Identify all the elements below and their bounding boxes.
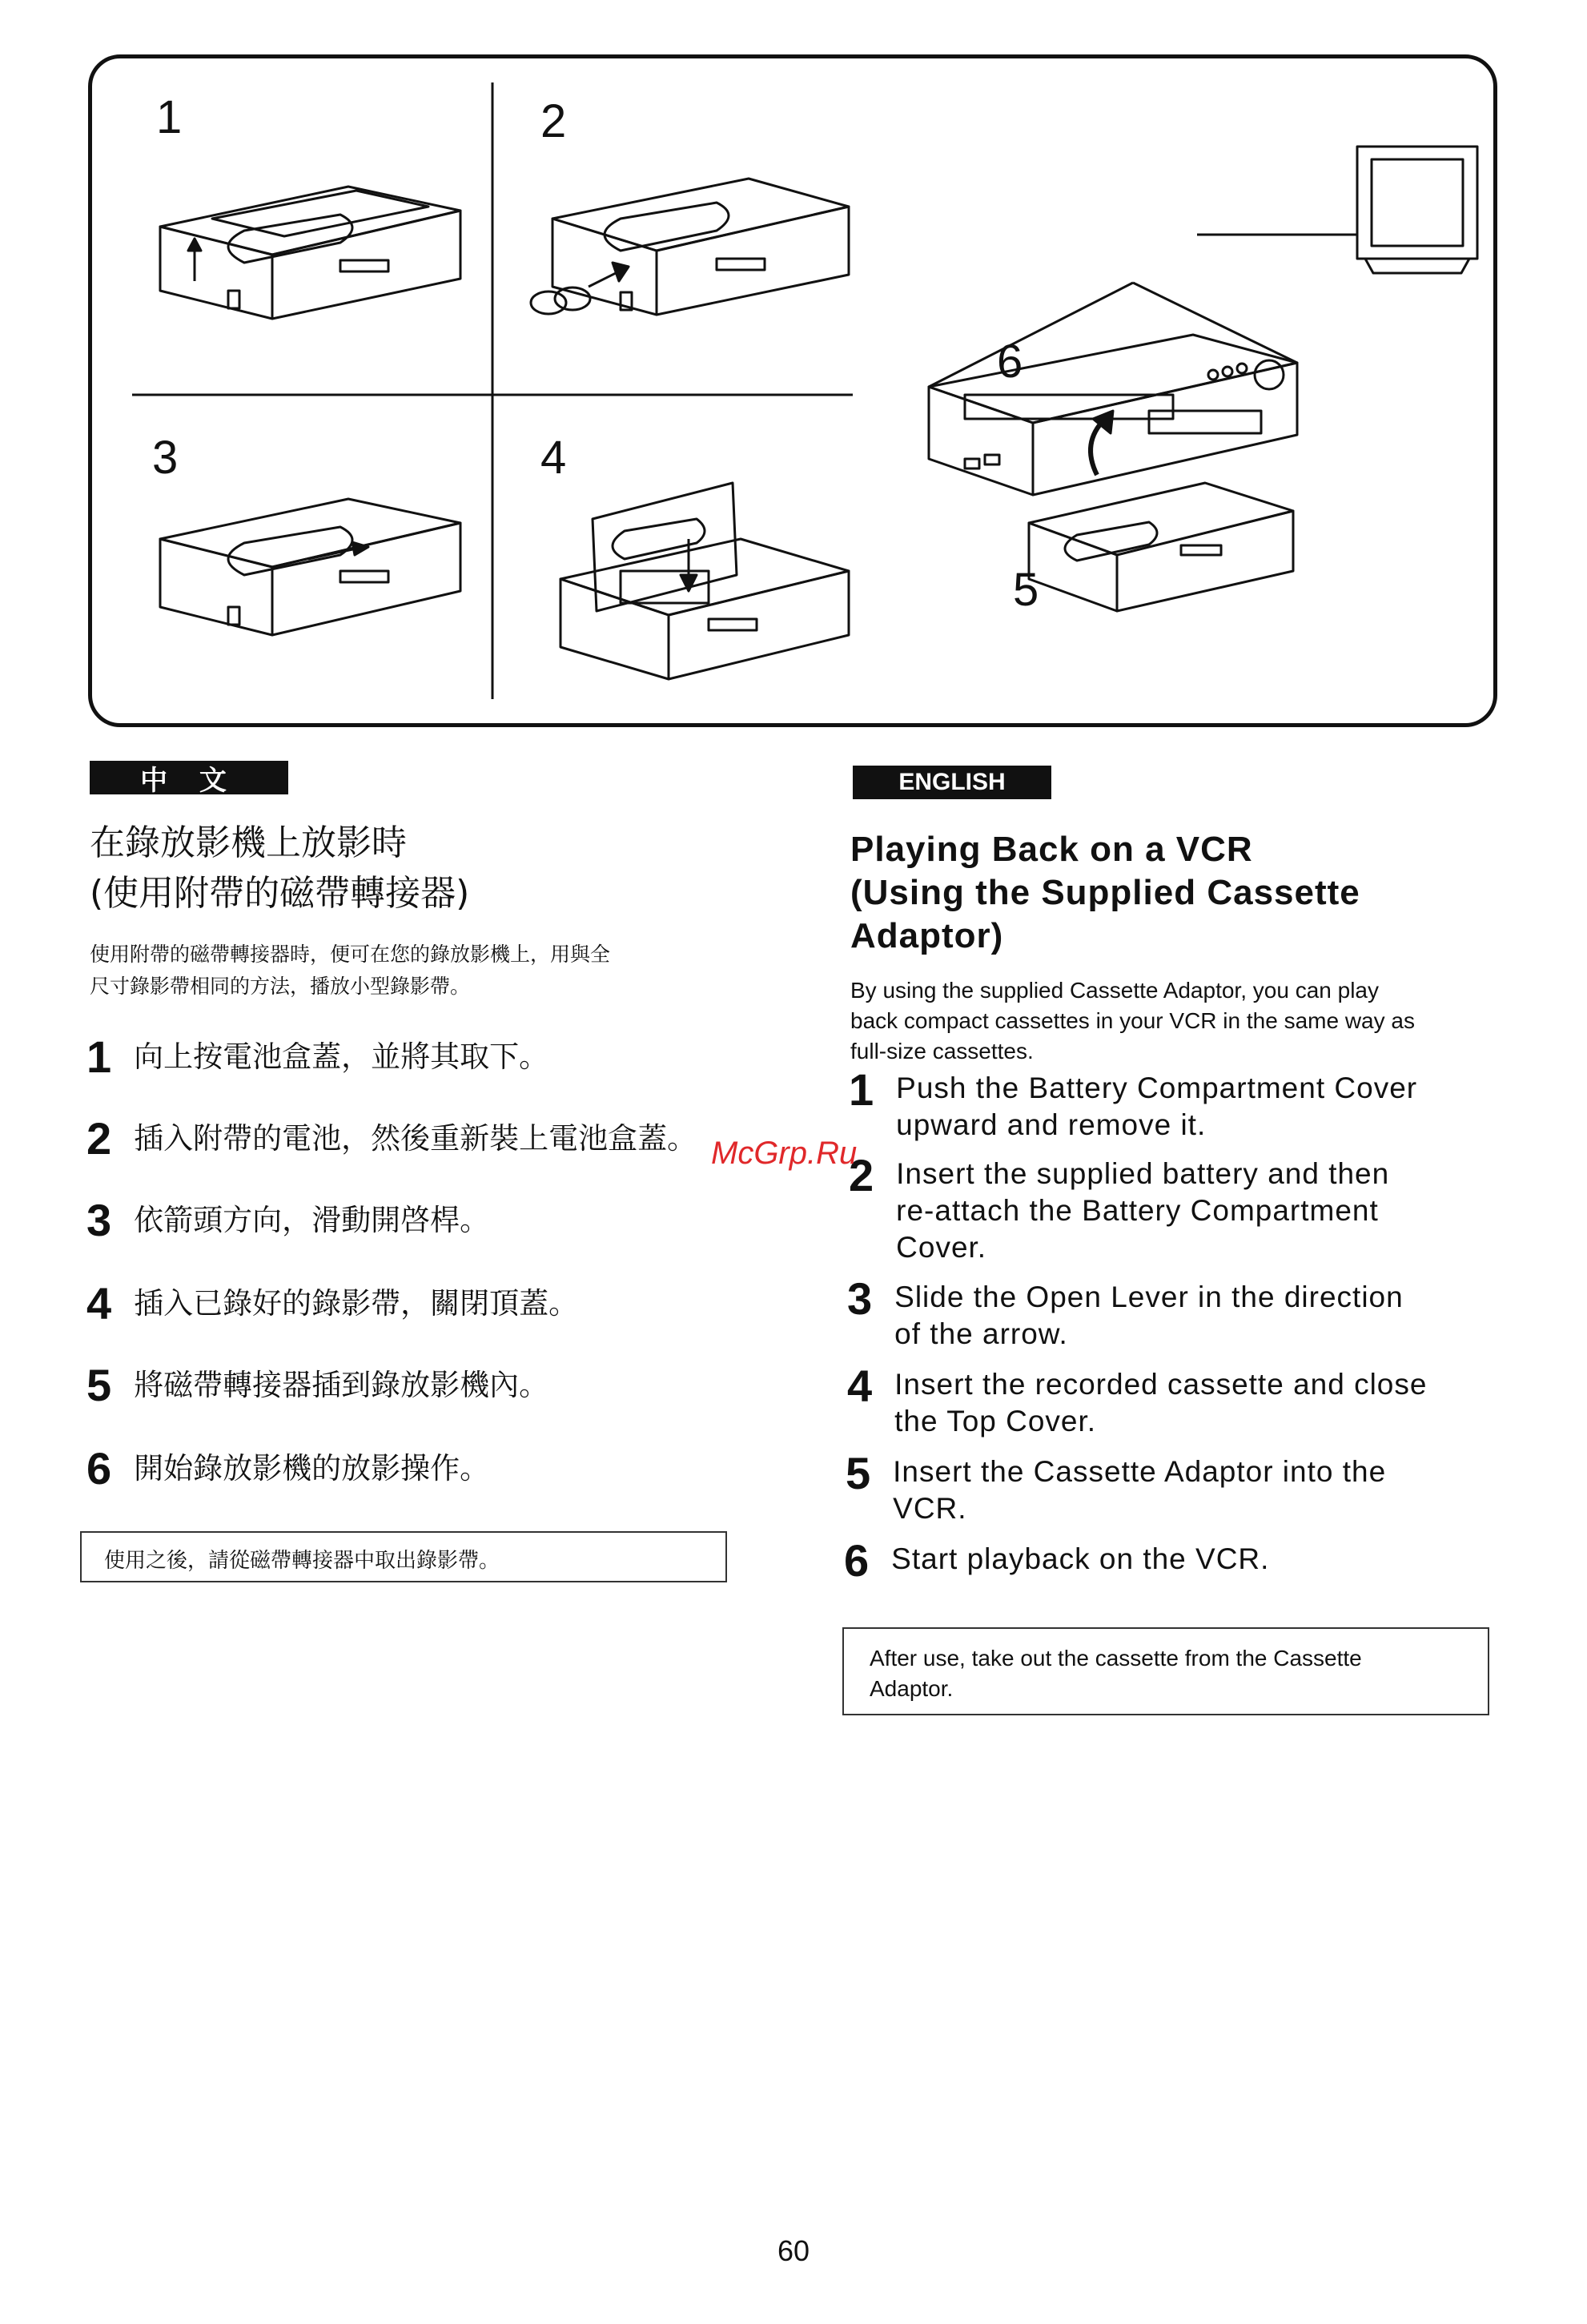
step-text-line-1: Insert the supplied battery and then: [896, 1157, 1390, 1190]
english-intro-line-1: By using the supplied Cassette Adaptor, you can play: [850, 978, 1379, 1003]
step-text: 向上按電池盒蓋，並將其取下。: [134, 1039, 549, 1074]
english-title-line-3: Adaptor): [850, 916, 1004, 955]
english-note-line-1: After use, take out the cassette from the Cassette: [870, 1646, 1362, 1671]
chinese-step-2: [86, 1113, 697, 1164]
english-step-5: [846, 1448, 1509, 1527]
panel-label-4: 4: [540, 432, 567, 484]
watermark-text: McGrp.Ru: [711, 1136, 858, 1171]
step-text-line-1: Insert the Cassette Adaptor into the: [893, 1455, 1387, 1488]
step-number: 5: [86, 1360, 112, 1410]
page-number: 60: [777, 2234, 810, 2267]
step-number: 2: [849, 1150, 874, 1200]
step-text-line-2: of the arrow.: [894, 1317, 1068, 1350]
step-text-line-1: Push the Battery Compartment Cover: [896, 1072, 1418, 1104]
step-text: [891, 1541, 1508, 1578]
chinese-intro-line-2: 尺寸錄影帶相同的方法，播放小型錄影帶。: [90, 975, 471, 998]
step-text-line-2: VCR.: [893, 1492, 967, 1525]
step-number: 6: [844, 1535, 870, 1586]
english-section-tag: ENGLISH: [853, 766, 1051, 799]
english-title-line-1: Playing Back on a VCR: [850, 830, 1253, 869]
step-text: 將磁帶轉接器插到錄放影機內。: [134, 1368, 549, 1402]
illustration-frame: [88, 54, 1497, 727]
english-note-text: [870, 1643, 1362, 1704]
step-text: [893, 1454, 1509, 1527]
chinese-note-box: [80, 1531, 727, 1582]
chinese-intro-line-1: 使用附帶的磁帶轉接器時，便可在您的錄放影機上，用與全: [90, 943, 611, 966]
english-note-line-2: Adaptor.: [870, 1676, 954, 1701]
step-number: 4: [86, 1278, 112, 1329]
step-text-line-3: Cover.: [896, 1231, 987, 1264]
chinese-step-1: [86, 1031, 549, 1082]
chinese-title-line-2: (使用附帶的磁帶轉接器): [90, 873, 470, 914]
english-note-box: [842, 1627, 1489, 1715]
cassette-adaptor-panel-3: [160, 499, 460, 635]
tv-monitor: [1197, 147, 1477, 273]
english-step-4: [847, 1361, 1511, 1440]
english-title-line-2: (Using the Supplied Cassette: [850, 873, 1360, 912]
step-number: 6: [86, 1443, 112, 1494]
step-text-line-1: Insert the recorded cassette and close: [894, 1368, 1428, 1401]
chinese-step-3: [86, 1195, 490, 1245]
step-text: [894, 1279, 1511, 1353]
step-text: 插入附帶的電池，然後重新裝上電池盒蓋。: [134, 1121, 697, 1156]
step-text: 插入已錄好的錄影帶，關閉頂蓋。: [134, 1286, 579, 1321]
cassette-adaptor-insert: [1029, 483, 1293, 611]
chinese-title-line-1: 在錄放影機上放影時: [90, 822, 407, 863]
step-text: 開始錄放影機的放影操作。: [134, 1451, 490, 1486]
panel-label-6: 6: [997, 336, 1023, 388]
step-number: 5: [846, 1448, 871, 1498]
cassette-adaptor-panel-1: [160, 187, 460, 319]
step-number: 1: [849, 1064, 874, 1115]
step-text-line-2: upward and remove it.: [896, 1108, 1207, 1141]
chinese-section-tag: 中 文: [90, 761, 288, 794]
english-intro-line-3: full-size cassettes.: [850, 1039, 1034, 1063]
step-text: [896, 1070, 1513, 1144]
cassette-adaptor-panel-4: [560, 483, 849, 679]
chinese-step-4: [86, 1278, 579, 1329]
panel-label-2: 2: [540, 95, 567, 147]
cassette-adaptor-panel-2: [531, 179, 849, 315]
panel-label-1: 1: [156, 91, 183, 143]
panel-label-5: 5: [1013, 564, 1039, 616]
step-number: 2: [86, 1113, 112, 1164]
step-number: 1: [86, 1031, 112, 1082]
english-step-6: [844, 1535, 1508, 1586]
step-number: 3: [847, 1273, 873, 1324]
chinese-step-5: [86, 1360, 549, 1410]
step-text-line-1: Start playback on the VCR.: [891, 1542, 1270, 1575]
english-intro-line-2: back compact cassettes in your VCR in the same way as: [850, 1008, 1415, 1033]
step-text-line-2: the Top Cover.: [894, 1405, 1097, 1437]
chinese-step-6: [86, 1443, 490, 1494]
step-number: 3: [86, 1195, 112, 1245]
panel-label-3: 3: [152, 432, 179, 484]
step-number: 4: [847, 1361, 873, 1411]
english-step-3: [847, 1273, 1511, 1353]
step-text: 依箭頭方向，滑動開啓桿。: [134, 1203, 490, 1237]
english-step-2: [849, 1150, 1513, 1266]
english-step-1: [849, 1064, 1513, 1144]
step-text: [894, 1366, 1511, 1440]
illustration-drawing: [92, 58, 1501, 731]
step-text-line-2: re-attach the Battery Compartment: [896, 1194, 1379, 1227]
chinese-note-text: 使用之後，請從磁帶轉接器中取出錄影帶。: [104, 1549, 500, 1573]
step-text-line-1: Slide the Open Lever in the direction: [894, 1281, 1404, 1313]
step-text: [896, 1156, 1513, 1266]
vcr-deck: [929, 283, 1297, 495]
